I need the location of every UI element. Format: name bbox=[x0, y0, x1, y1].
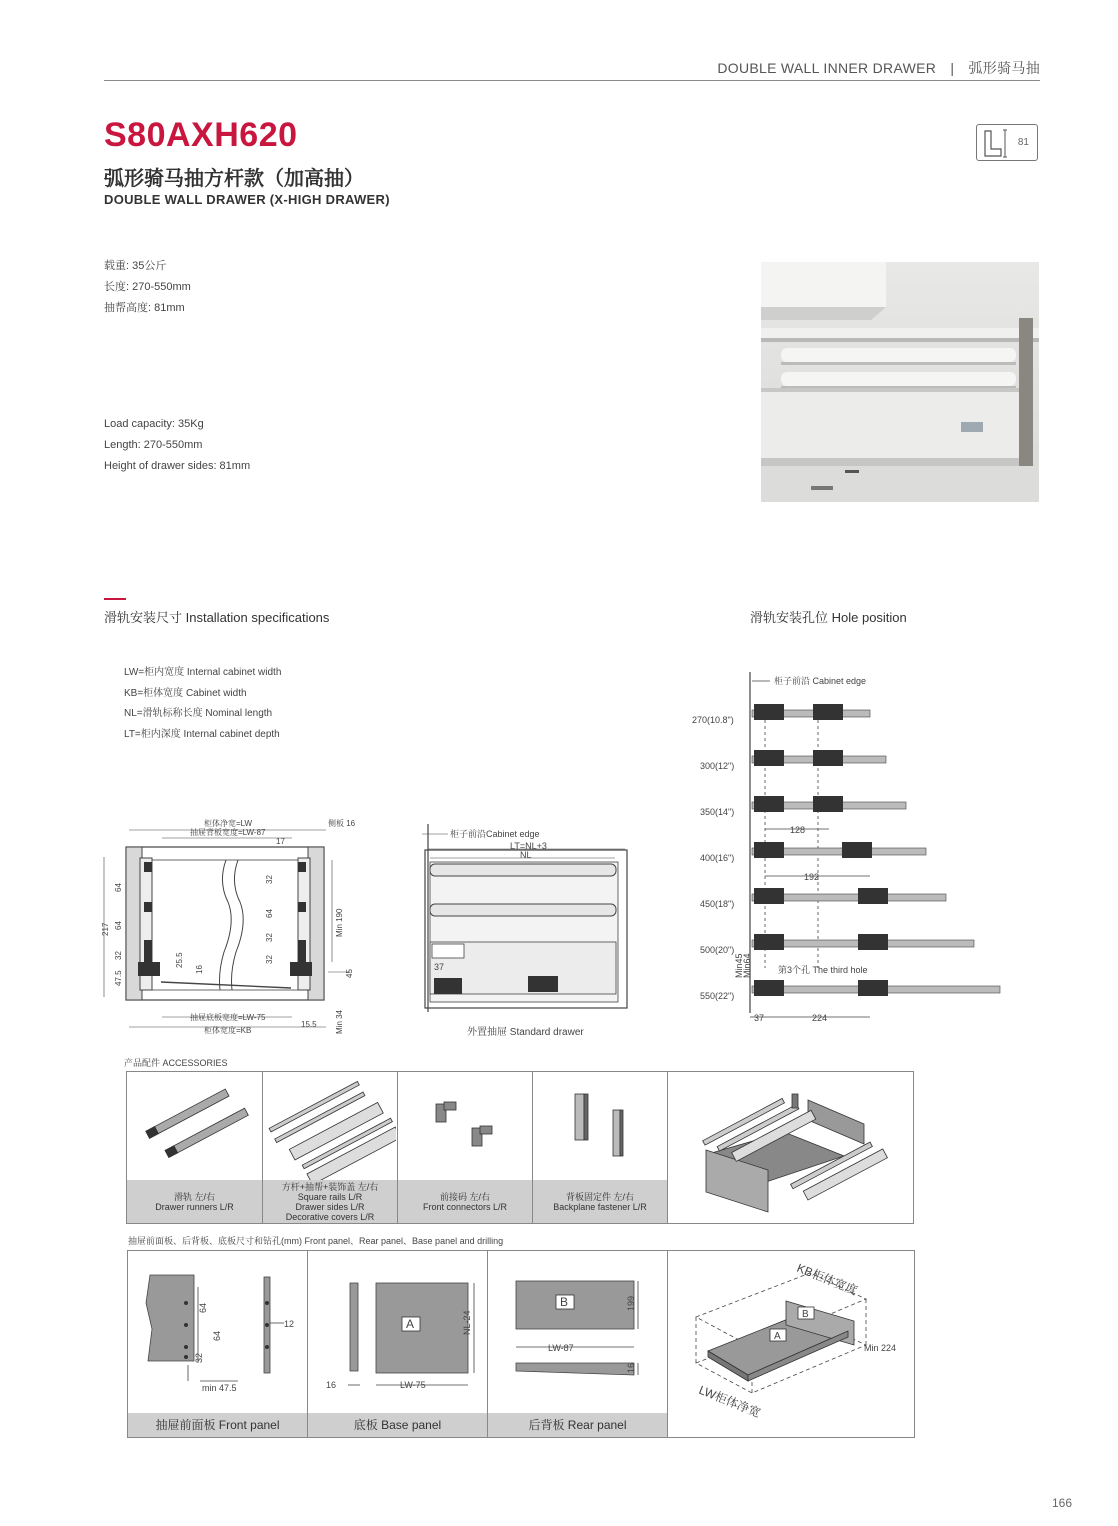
accessory-runners bbox=[127, 1072, 263, 1223]
legend-item: LW=柜内宽度 Internal cabinet width bbox=[124, 667, 282, 678]
dim-64b: 64 bbox=[114, 921, 123, 930]
dim-64a: 64 bbox=[114, 883, 123, 892]
dim-16: 16 bbox=[626, 1362, 636, 1373]
dim-lw75: 抽屉底板宽度=LW-75 bbox=[190, 1013, 266, 1022]
dim-32: 32 bbox=[194, 1352, 204, 1363]
accessory-exploded-view bbox=[668, 1072, 913, 1223]
dim-37: 37 bbox=[754, 1013, 765, 1023]
accessories-title: 产品配件 ACCESSORIES bbox=[124, 1058, 228, 1068]
dim-kb: 柜体宽度=KB bbox=[204, 1026, 252, 1035]
product-name-cn: 弧形骑马抽方杆款（加高抽） bbox=[104, 168, 364, 190]
square-rails-image bbox=[263, 1072, 396, 1180]
front-panel-drawing bbox=[128, 1251, 306, 1411]
acc-en2: Drawer sides L/R bbox=[295, 1201, 365, 1212]
spec-line: Length: 270-550mm bbox=[104, 439, 203, 451]
dim-nl24: NL-24 bbox=[462, 1310, 472, 1335]
spec-line: Height of drawer sides: 81mm bbox=[104, 460, 251, 472]
panels-table bbox=[127, 1250, 915, 1438]
dim-min224: Min 224 bbox=[864, 1343, 897, 1353]
iso-letter-b: B bbox=[802, 1309, 809, 1320]
side-view-drawing bbox=[420, 822, 640, 1042]
dim-16: 16 bbox=[195, 965, 204, 974]
dim-min45: Min45 bbox=[734, 953, 744, 978]
dim-32d: 32 bbox=[265, 955, 274, 964]
dim-nl: NL bbox=[520, 850, 532, 860]
legend-item: NL=滑轨标称长度 Nominal length bbox=[124, 708, 273, 719]
specs-cn bbox=[104, 256, 191, 319]
acc-en: Backplane fastener L/R bbox=[553, 1201, 647, 1212]
rear-panel-drawing bbox=[488, 1251, 666, 1411]
dim-64a: 64 bbox=[198, 1302, 208, 1313]
dim-15-5: 15.5 bbox=[301, 1020, 317, 1029]
exploded-drawer-image bbox=[668, 1072, 913, 1223]
dim-45: 45 bbox=[345, 969, 354, 978]
accessories-table bbox=[126, 1071, 914, 1224]
base-panel-cell bbox=[308, 1251, 488, 1437]
product-photo bbox=[761, 262, 1039, 502]
front-view-drawing bbox=[96, 812, 366, 1042]
dim-32a: 32 bbox=[114, 951, 123, 960]
acc-en: Square rails L/R bbox=[297, 1191, 363, 1202]
dim-25-5: 25.5 bbox=[175, 952, 184, 968]
spec-line: 长度: 270-550mm bbox=[104, 281, 191, 293]
separator: | bbox=[950, 60, 955, 76]
panel-letter-b: B bbox=[560, 1295, 569, 1309]
dim-kb: KB柜体宽度 bbox=[794, 1260, 860, 1298]
cabinet-edge-label: 柜子前沿 Cabinet edge bbox=[774, 676, 867, 686]
dim-lw: LW柜体净宽 bbox=[696, 1382, 763, 1421]
dim-64b: 64 bbox=[212, 1330, 222, 1341]
drawer-runners-image bbox=[127, 1072, 261, 1180]
base-panel-label: 底板 Base panel bbox=[308, 1413, 487, 1437]
acc-cn: 前接码 左/右 bbox=[439, 1191, 490, 1202]
dim-12: 12 bbox=[284, 1319, 295, 1329]
section-accent bbox=[104, 598, 126, 600]
length-500: 500(20") bbox=[700, 945, 735, 955]
dim-side: 侧板 16 bbox=[328, 819, 356, 828]
header-rule bbox=[104, 80, 1040, 81]
third-hole-label: 第3个孔 The third hole bbox=[778, 965, 868, 975]
rear-panel-cell bbox=[488, 1251, 668, 1437]
series-title-cn: 弧形骑马抽 bbox=[968, 60, 1040, 76]
accessory-front-connectors bbox=[398, 1072, 533, 1223]
model-number: S80AXH620 bbox=[104, 116, 298, 154]
dim-min34: Min 34 bbox=[335, 1009, 344, 1034]
series-header bbox=[717, 58, 1040, 78]
standard-drawer-caption: 外置抽屉 Standard drawer bbox=[467, 1027, 584, 1038]
dim-128: 128 bbox=[790, 825, 806, 835]
front-panel-cell bbox=[128, 1251, 308, 1437]
iso-view-cell bbox=[668, 1251, 914, 1437]
dim-16: 16 bbox=[326, 1380, 337, 1390]
backplane-fastener-image bbox=[533, 1072, 666, 1180]
installation-title: 滑轨安装尺寸 Installation specifications bbox=[104, 610, 330, 625]
dim-lw87: LW-87 bbox=[548, 1343, 574, 1353]
dim-64c: 64 bbox=[265, 909, 274, 918]
length-350: 350(14") bbox=[700, 807, 735, 817]
legend-item: LT=柜内深度 Internal cabinet depth bbox=[124, 728, 280, 740]
front-panel-label: 抽屉前面板 Front panel bbox=[128, 1413, 307, 1437]
length-450: 450(18") bbox=[700, 899, 735, 909]
dim-lw75: LW-75 bbox=[400, 1380, 426, 1390]
dim-199: 199 bbox=[626, 1295, 636, 1311]
spec-line: 抽帮高度: 81mm bbox=[104, 302, 185, 314]
base-panel-drawing bbox=[308, 1251, 486, 1411]
badge-value: 81 bbox=[1017, 137, 1029, 148]
page-number: 166 bbox=[1051, 1496, 1072, 1510]
cabinet-edge-label: 柜子前沿Cabinet edge bbox=[450, 829, 540, 839]
dim-17: 17 bbox=[276, 837, 285, 846]
accessory-backplane bbox=[533, 1072, 668, 1223]
panels-title: 抽屉前面板、后背板、底板尺寸和钻孔(mm) Front panel、Rear panel、Base panel and drilling bbox=[128, 1236, 504, 1246]
acc-en: Front connectors L/R bbox=[422, 1201, 508, 1212]
iso-drawer-drawing bbox=[668, 1251, 914, 1437]
abbreviation-legend bbox=[124, 663, 281, 745]
length-400: 400(16") bbox=[700, 853, 735, 863]
panel-letter-a: A bbox=[406, 1317, 415, 1331]
dim-32c: 32 bbox=[265, 933, 274, 942]
dim-lw87: 抽屉背板宽度=LW-87 bbox=[190, 828, 266, 837]
dim-min64: Min64 bbox=[742, 953, 752, 978]
series-title: DOUBLE WALL INNER DRAWER bbox=[717, 60, 937, 76]
length-550: 550(22") bbox=[700, 991, 735, 1001]
iso-letter-a: A bbox=[774, 1331, 781, 1342]
front-connectors-image bbox=[398, 1072, 531, 1180]
drawer-profile-icon bbox=[977, 125, 1017, 162]
acc-cn: 背板固定件 左/右 bbox=[565, 1191, 634, 1202]
acc-cn: 方杆+抽帮+装饰盖 左/右 bbox=[281, 1181, 379, 1192]
acc-en3: Decorative covers L/R bbox=[285, 1211, 375, 1222]
dim-lt: LT=NL+3 bbox=[510, 841, 547, 851]
height-badge bbox=[976, 124, 1038, 161]
hole-position-title: 滑轨安装孔位 Hole position bbox=[750, 610, 907, 625]
dim-lw: 柜体净宽=LW bbox=[204, 819, 253, 828]
dim-47-5: 47.5 bbox=[114, 970, 123, 986]
length-300: 300(12") bbox=[700, 761, 735, 771]
product-name-en: DOUBLE WALL DRAWER (X-HIGH DRAWER) bbox=[104, 192, 390, 207]
specs-en bbox=[104, 414, 250, 477]
dim-32b: 32 bbox=[265, 875, 274, 884]
dim-min190: Min 190 bbox=[335, 908, 344, 937]
dim-min47-5: min 47.5 bbox=[202, 1383, 237, 1393]
acc-en: Drawer runners L/R bbox=[155, 1201, 234, 1212]
hole-position-drawing bbox=[690, 668, 1010, 1028]
spec-line: 载重: 35公斤 bbox=[104, 260, 167, 272]
accessory-sides bbox=[263, 1072, 398, 1223]
dim-192: 192 bbox=[804, 872, 820, 882]
legend-item: KB=柜体宽度 Cabinet width bbox=[124, 687, 247, 699]
dim-224: 224 bbox=[812, 1013, 828, 1023]
dim-217: 217 bbox=[101, 922, 110, 936]
acc-cn: 滑轨 左/右 bbox=[173, 1191, 215, 1202]
dim-37: 37 bbox=[434, 962, 445, 972]
rear-panel-label: 后背板 Rear panel bbox=[488, 1413, 667, 1437]
length-270: 270(10.8") bbox=[692, 715, 734, 725]
spec-line: Load capacity: 35Kg bbox=[104, 418, 204, 430]
